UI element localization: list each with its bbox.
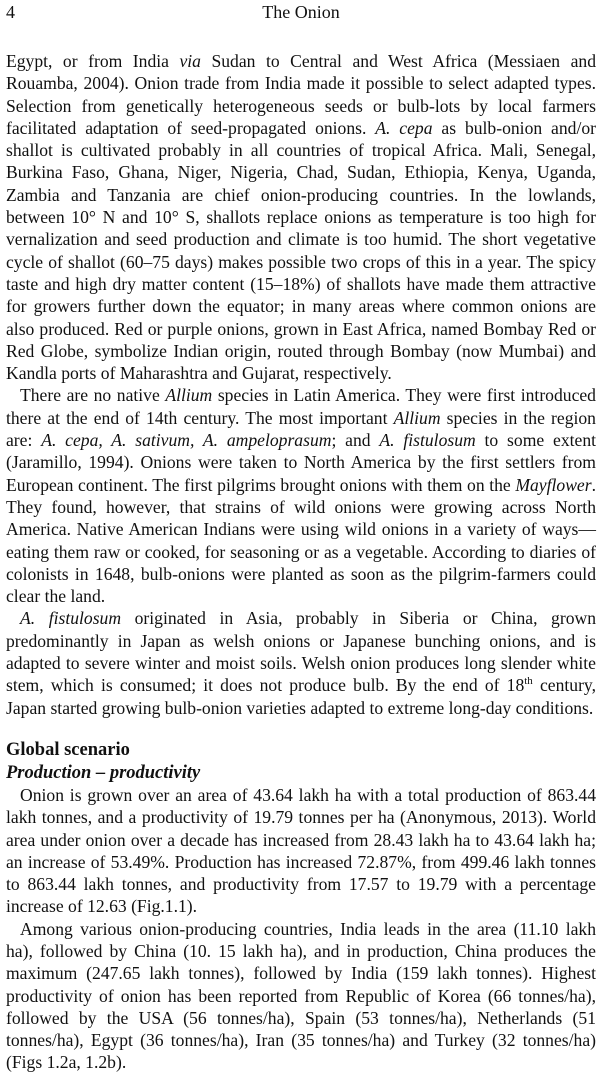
text-run: originated in Asia, probably in Siberia or China, grown predominantly in Japan as welsh onions or Japanese bunching onions, and is adapted to severe winter and moist soils. Welsh onion produces long slender white stem, which is consumed; it does not produce bulb. By the end of 18: [6, 608, 596, 696]
text-run: as bulb-onion and/or shallot is cultivated probably in all countries of tropical Africa. Mali, Senegal, Burkina Faso, Ghana, Niger, Nigeria, Chad, Sudan, Ethiopia, Kenya, Uganda, Zambia and Tanzania are chief onion-producing countries. In the lowlands, between 10° N and 10° S, shallots replace onions as temperature is too high for vernalization and seed production and climate is too humid. The short vegetative cycle of shallot (60–75 days) makes possible two crops of this in a year. The spicy taste and high dry matter content (15–18%) of shallots have made them attractive for growers further down the equator; in many areas where common onions are also produced. Red or purple onions, grown in East Africa, named Bombay Red or Red Globe, symbolize Indian origin, routed through Bombay (now Mumbai) and Kandla ports of Maharashtra and Gujarat, respectively.: [6, 117, 596, 384]
paragraph: [6, 607, 596, 718]
text-run: . They found, however, that strains of wild onions were growing across North America. Native American Indians were using wild onions in a variety of ways—eating them raw or cooked, for seasoning or as a vegetable. According to diaries of colonists in 1648, bulb-onions were planted as soon as the pilgrim-farmers could clear the land.: [6, 474, 596, 607]
paragraph: [6, 784, 596, 918]
section-heading: Global scenario: [6, 739, 130, 760]
paragraph: [6, 384, 596, 607]
paragraph: [6, 50, 596, 384]
text-run: There are no native: [20, 385, 166, 406]
text-run: Sudan to Central and West Africa (Messiaen and Rouamba, 2004). Onion trade from India made it possible to select adapted types. Selection from genetically heterogeneous seeds or bulb-lots by local farmers facilitated adaptation of seed-propagated onions.: [6, 51, 596, 138]
italic-text: A. fistulosum: [379, 430, 476, 451]
page-number: 4: [6, 2, 15, 22]
page-body: [6, 50, 596, 1074]
text-run: to some extent (Jaramillo, 1994). Onions were taken to North America by the first settlers from European continent. The first pilgrims brought onions with them on the: [6, 430, 597, 495]
italic-text: A. cepa, A. sativum, A. ampeloprasum: [41, 430, 332, 451]
subsection-heading: Production – productivity: [6, 762, 201, 783]
text-run: ; and: [331, 430, 380, 451]
text-run: century, Japan started growing bulb-onion varieties adapted to extreme long-day conditions.: [6, 675, 596, 718]
italic-text: Mayflower: [515, 474, 592, 495]
italic-text: Allium: [165, 385, 213, 406]
text-run: Egypt, or from India: [6, 51, 180, 71]
italic-text: via: [179, 51, 201, 71]
italic-text: Allium: [393, 407, 441, 428]
text-run: Onion is grown over an area of 43.64 lakh ha with a total production of 863.44 lakh tonnes, and a productivity of 19.79 tonnes per ha (Anonymous, 2013). World area under onion over a decade has increased from 28.43 lakh ha to 43.64 lakh ha; an increase of 53.49%. Production has increased 72.87%, from 499.46 lakh tonnes to 863.44 lakh tonnes, and productivity from 17.57 to 19.79 with a percentage increase of 12.63 (Fig.1.1).: [6, 784, 596, 917]
text-run: Among various onion-producing countries, India leads in the area (11.10 lakh ha), followed by China (10. 15 lakh ha), and in production, China produces the maximum (247.65 lakh tonnes), followed by India (159 lakh tonnes). Highest productivity of onion has been reported from Republic of Korea (66 tonnes/ha), followed by the USA (56 tonnes/ha), Spain (53 tonnes/ha), Netherlands (51 tonnes/ha), Egypt (36 tonnes/ha), Iran (35 tonnes/ha) and Turkey (32 tonnes/ha) (Figs 1.2a, 1.2b).: [6, 918, 596, 1073]
italic-text: A. fistulosum: [20, 608, 122, 629]
text-run: species in Latin America. They were first introduced there at the end of 14th century. The most important: [6, 385, 596, 428]
page-header: [6, 2, 596, 24]
running-title: The Onion: [262, 2, 340, 22]
book-page: [6, 0, 596, 1074]
paragraph: [6, 918, 596, 1074]
italic-text: A. cepa: [375, 117, 433, 138]
superscript-text: th: [524, 675, 533, 688]
text-run: species in the region are:: [6, 407, 596, 451]
